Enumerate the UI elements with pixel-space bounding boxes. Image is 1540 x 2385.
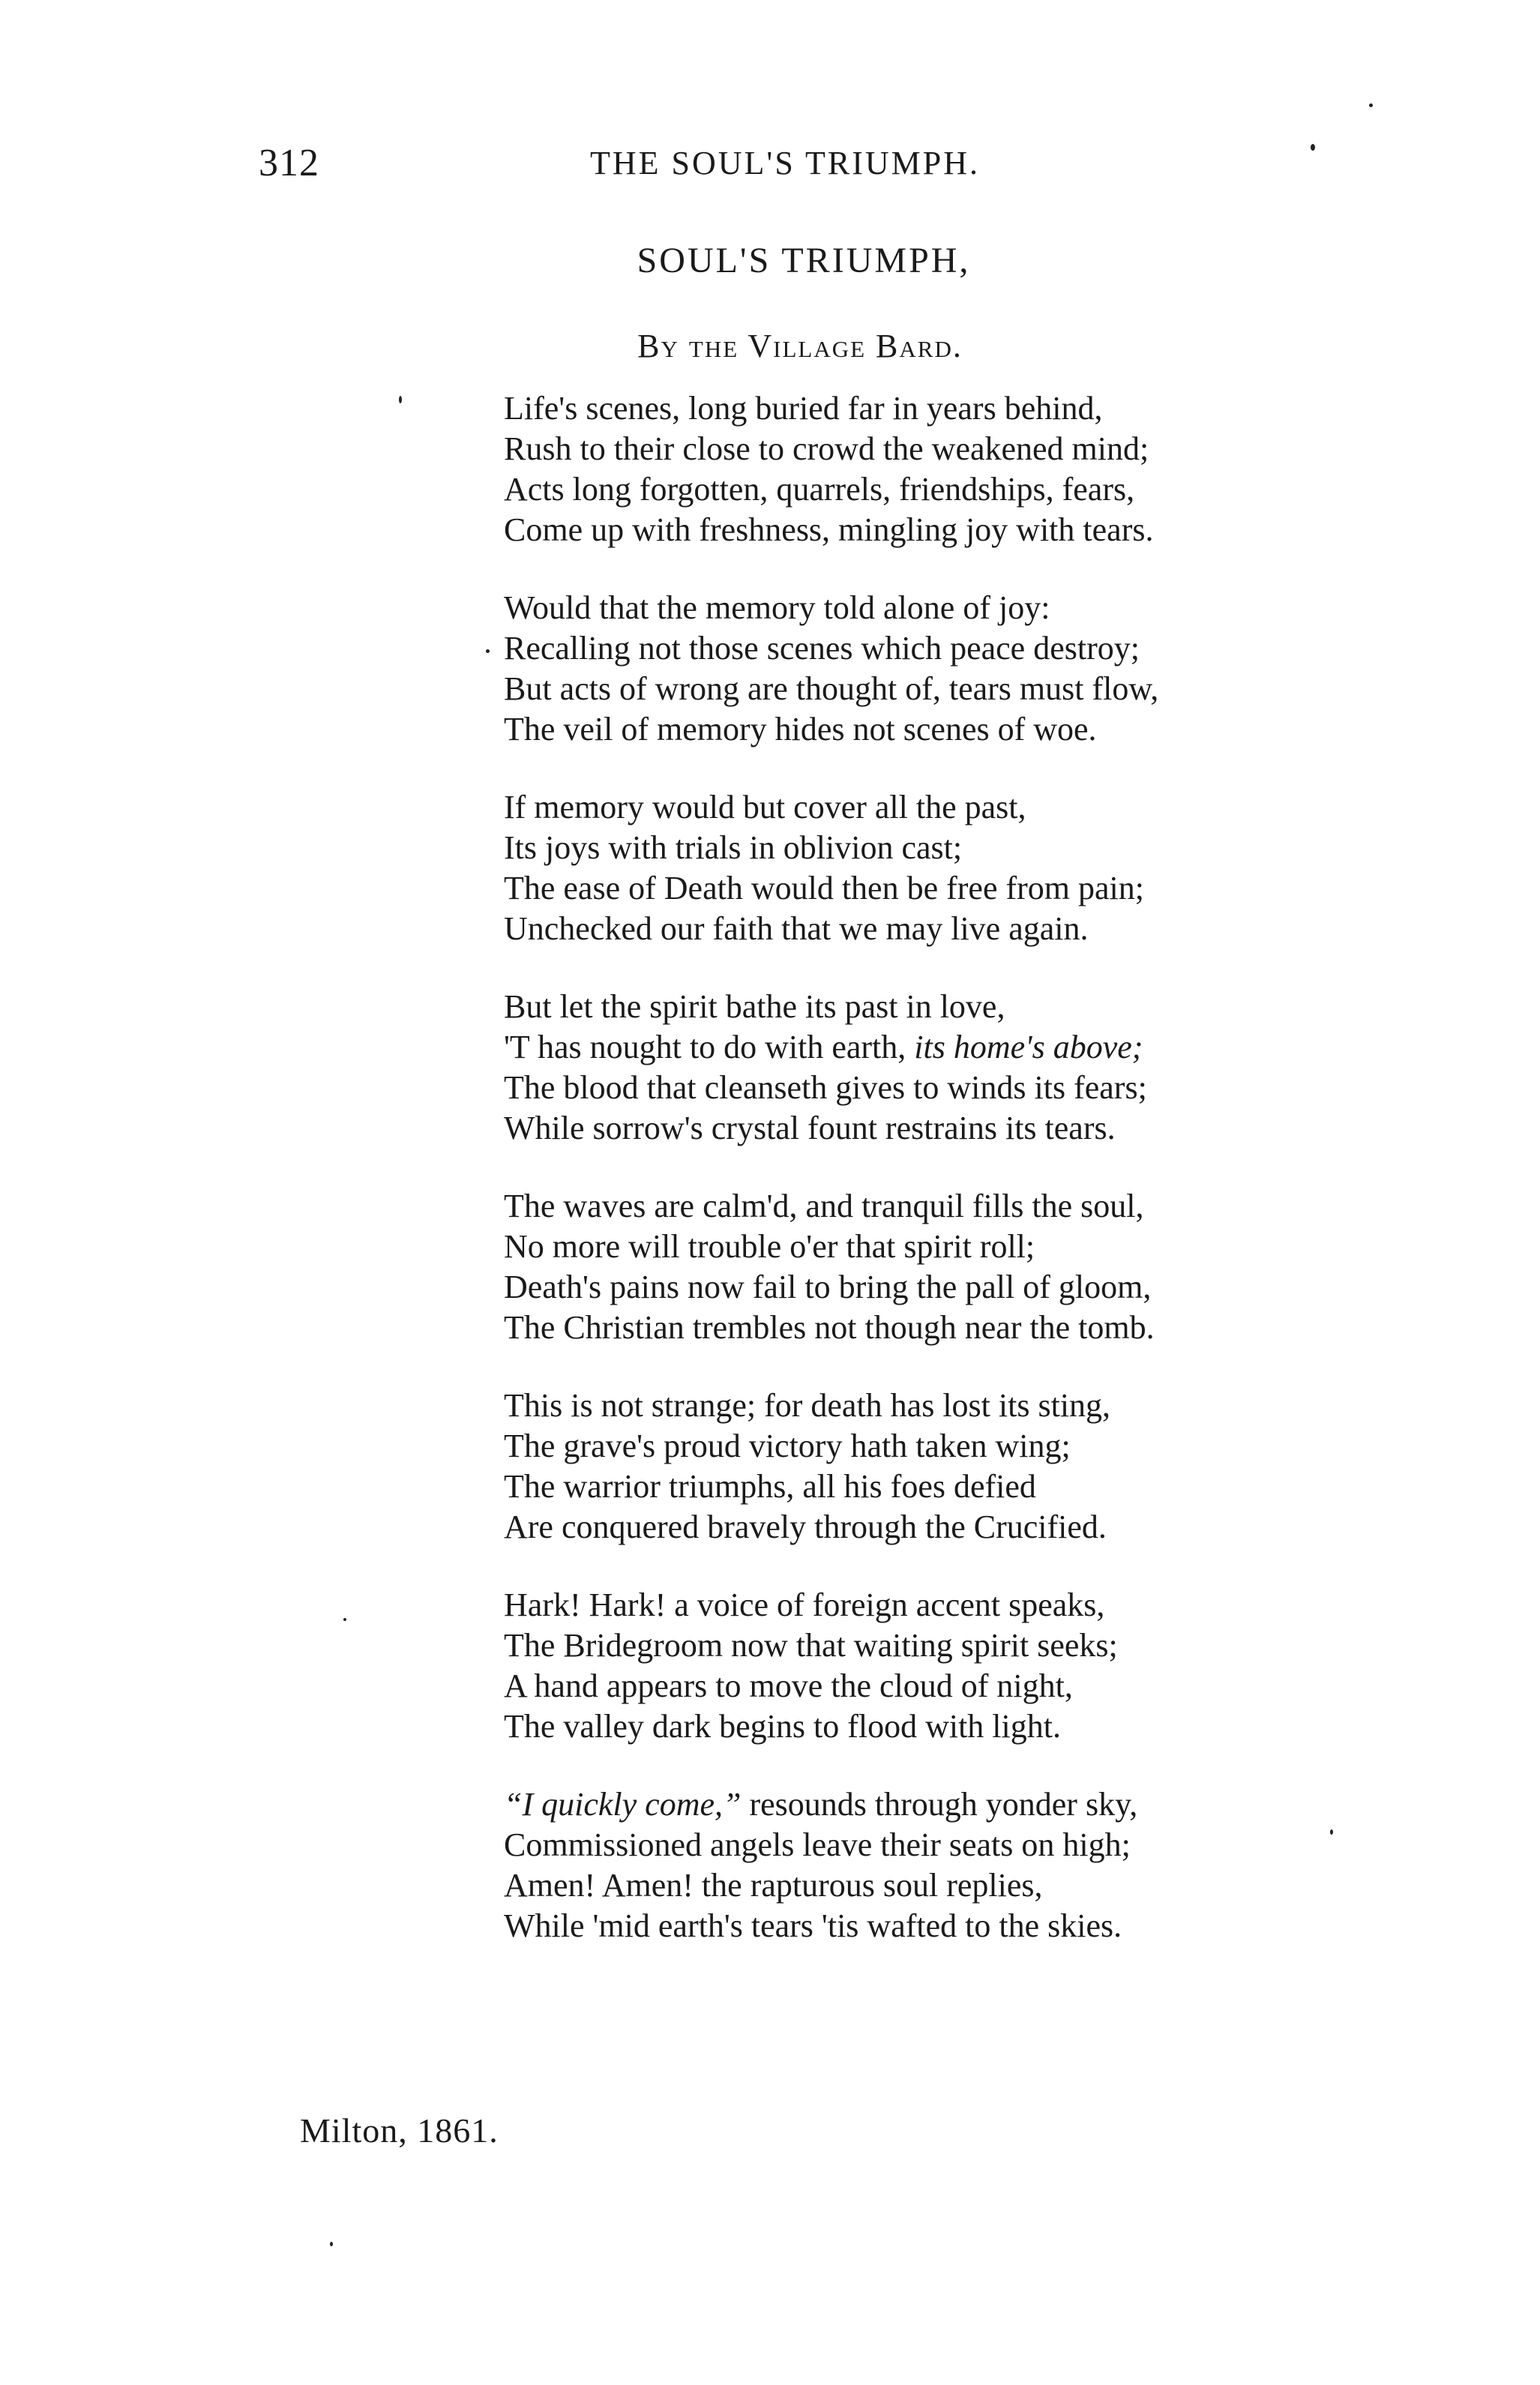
stanza-1 — [504, 388, 1329, 550]
poem-line-text: 'T has nought to do with earth, — [504, 1029, 906, 1065]
poem-line: Commissioned angels leave their seats on high; — [504, 1826, 1131, 1863]
poem-line: But acts of wrong are thought of, tears must flow, — [504, 670, 1159, 707]
stanza-8 — [504, 1784, 1329, 1946]
poem-line: While sorrow's crystal fount restrains its tears. — [504, 1110, 1116, 1146]
poem-line-text: resounds through yonder sky, — [749, 1786, 1138, 1823]
poem-line: A hand appears to move the cloud of night, — [504, 1667, 1073, 1704]
poem-line: Amen! Amen! the rapturous soul replies, — [504, 1867, 1043, 1904]
print-speck — [1330, 1829, 1333, 1835]
print-speck — [399, 396, 402, 403]
poem-line: Acts long forgotten, quarrels, friendships, fears, — [504, 471, 1135, 508]
poem-line: The Bridegroom now that waiting spirit seeks; — [504, 1627, 1118, 1664]
signature-place-date: Milton, 1861. — [300, 2111, 499, 2150]
poem-line: The warrior triumphs, all his foes defied — [504, 1468, 1036, 1505]
print-speck — [1369, 103, 1373, 107]
running-head: THE SOUL'S TRIUMPH. — [589, 145, 981, 181]
poem-line: The Christian trembles not though near the tomb. — [504, 1309, 1155, 1346]
stanza-3 — [504, 787, 1329, 949]
stanza-4 — [504, 987, 1329, 1149]
print-speck — [330, 2242, 333, 2246]
stanza-6 — [504, 1386, 1329, 1548]
print-speck — [486, 649, 490, 653]
poem-line: Would that the memory told alone of joy: — [504, 589, 1050, 626]
poem-line: The veil of memory hides not scenes of woe. — [504, 711, 1097, 748]
poem-line: While 'mid earth's tears 'tis wafted to the skies. — [504, 1907, 1122, 1944]
poem-line: The valley dark begins to flood with light. — [504, 1708, 1061, 1745]
poem-line: Hark! Hark! a voice of foreign accent speaks, — [504, 1587, 1105, 1623]
poem-line: But let the spirit bathe its past in love, — [504, 988, 1005, 1025]
poem-line: Unchecked our faith that we may live again. — [504, 910, 1089, 947]
poem-line: Life's scenes, long buried far in years behind, — [504, 390, 1103, 427]
page-number: 312 — [259, 142, 319, 184]
poem-line — [504, 1027, 1329, 1068]
poem-line: The grave's proud victory hath taken wing; — [504, 1428, 1071, 1464]
poem-line: No more will trouble o'er that spirit roll; — [504, 1228, 1035, 1265]
stanza-2 — [504, 588, 1329, 750]
poem-line: Are conquered bravely through the Crucified. — [504, 1509, 1107, 1545]
print-speck — [1311, 144, 1315, 151]
poem-line: The blood that cleanseth gives to winds its fears; — [504, 1069, 1147, 1106]
poem-line: The ease of Death would then be free from pain; — [504, 870, 1144, 906]
italic-phrase: its home's above; — [914, 1029, 1143, 1065]
poem-line: This is not strange; for death has lost its sting, — [504, 1387, 1111, 1424]
print-speck — [343, 1618, 346, 1621]
poem-line: The waves are calm'd, and tranquil fills the soul, — [504, 1188, 1144, 1224]
poem-line: Rush to their close to crowd the weakened mind; — [504, 430, 1149, 467]
stanza-5 — [504, 1186, 1329, 1348]
poem-title: SOUL'S TRIUMPH, — [637, 241, 971, 280]
poem-line: Come up with freshness, mingling joy with tears. — [504, 511, 1154, 548]
poem-line: Its joys with trials in oblivion cast; — [504, 829, 963, 866]
italic-phrase: “I quickly come,” — [504, 1786, 742, 1823]
poem-line: If memory would but cover all the past, — [504, 789, 1026, 825]
stanza-7 — [504, 1585, 1329, 1747]
poem-line: Recalling not those scenes which peace destroy; — [504, 630, 1140, 667]
poem-body — [504, 388, 1329, 1984]
poem-line: Death's pains now fail to bring the pall of gloom, — [504, 1269, 1152, 1305]
poem-byline: By the Village Bard. — [637, 328, 963, 364]
poem-line — [504, 1784, 1329, 1825]
